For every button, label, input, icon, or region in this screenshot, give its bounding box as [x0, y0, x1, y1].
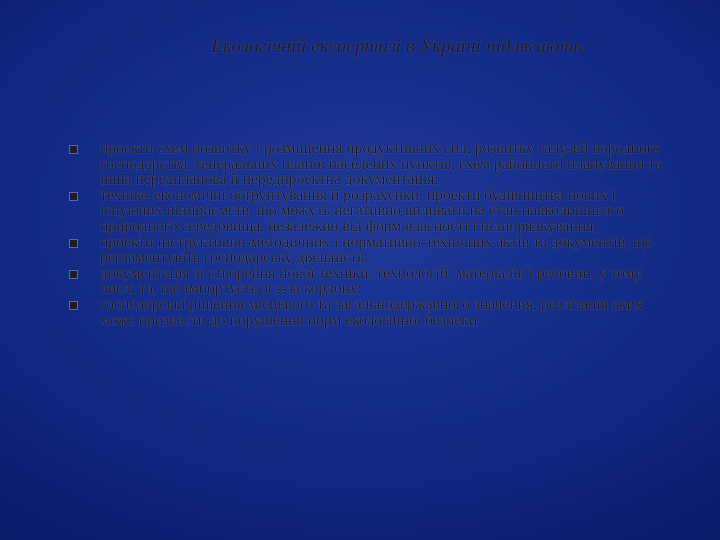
list-item	[70, 266, 670, 297]
square-bullet-icon	[70, 146, 77, 153]
list-item-text: техніко-економічні обґрунтування й розрахунки, проекти будівництва нових і існуючих підприємств, що можуть негативно впливати на стан навколишнього природного середовища, незалежно від форм власності і підпорядкування;	[100, 186, 625, 235]
list-item-text: проекти інструктивно-методичних і нормативно-технічних актів та документів, що регламентують господарську діяльність;	[100, 233, 653, 267]
square-bullet-icon	[70, 193, 77, 200]
list-item	[70, 141, 670, 188]
list-item-text: документація зі створення нової техніки, технологій, матеріалів і речовин, у тому числі та, що імпортується з-за кордону;	[100, 264, 643, 298]
list-item	[70, 188, 670, 235]
square-bullet-icon	[70, 240, 77, 247]
square-bullet-icon	[70, 302, 77, 309]
list-item-text: господарські рішення місцевого та загальнодержавного значення, реалізація яких може призвести до порушення норм екологічної безпеки.	[100, 295, 643, 329]
square-bullet-icon	[70, 271, 77, 278]
list-item	[70, 235, 670, 266]
slide-title: Екологічній експертизі в Україні підлягають:	[211, 36, 589, 57]
list-item-text: проекти схем розвитку і розміщення продуктивних сил, розвитку галузей народного господарства, генеральних планів населених пунктів, схем районного планування та інша передпланова й передпроектна документація;	[100, 140, 662, 189]
list-item	[70, 297, 670, 328]
bullet-list	[70, 141, 670, 328]
